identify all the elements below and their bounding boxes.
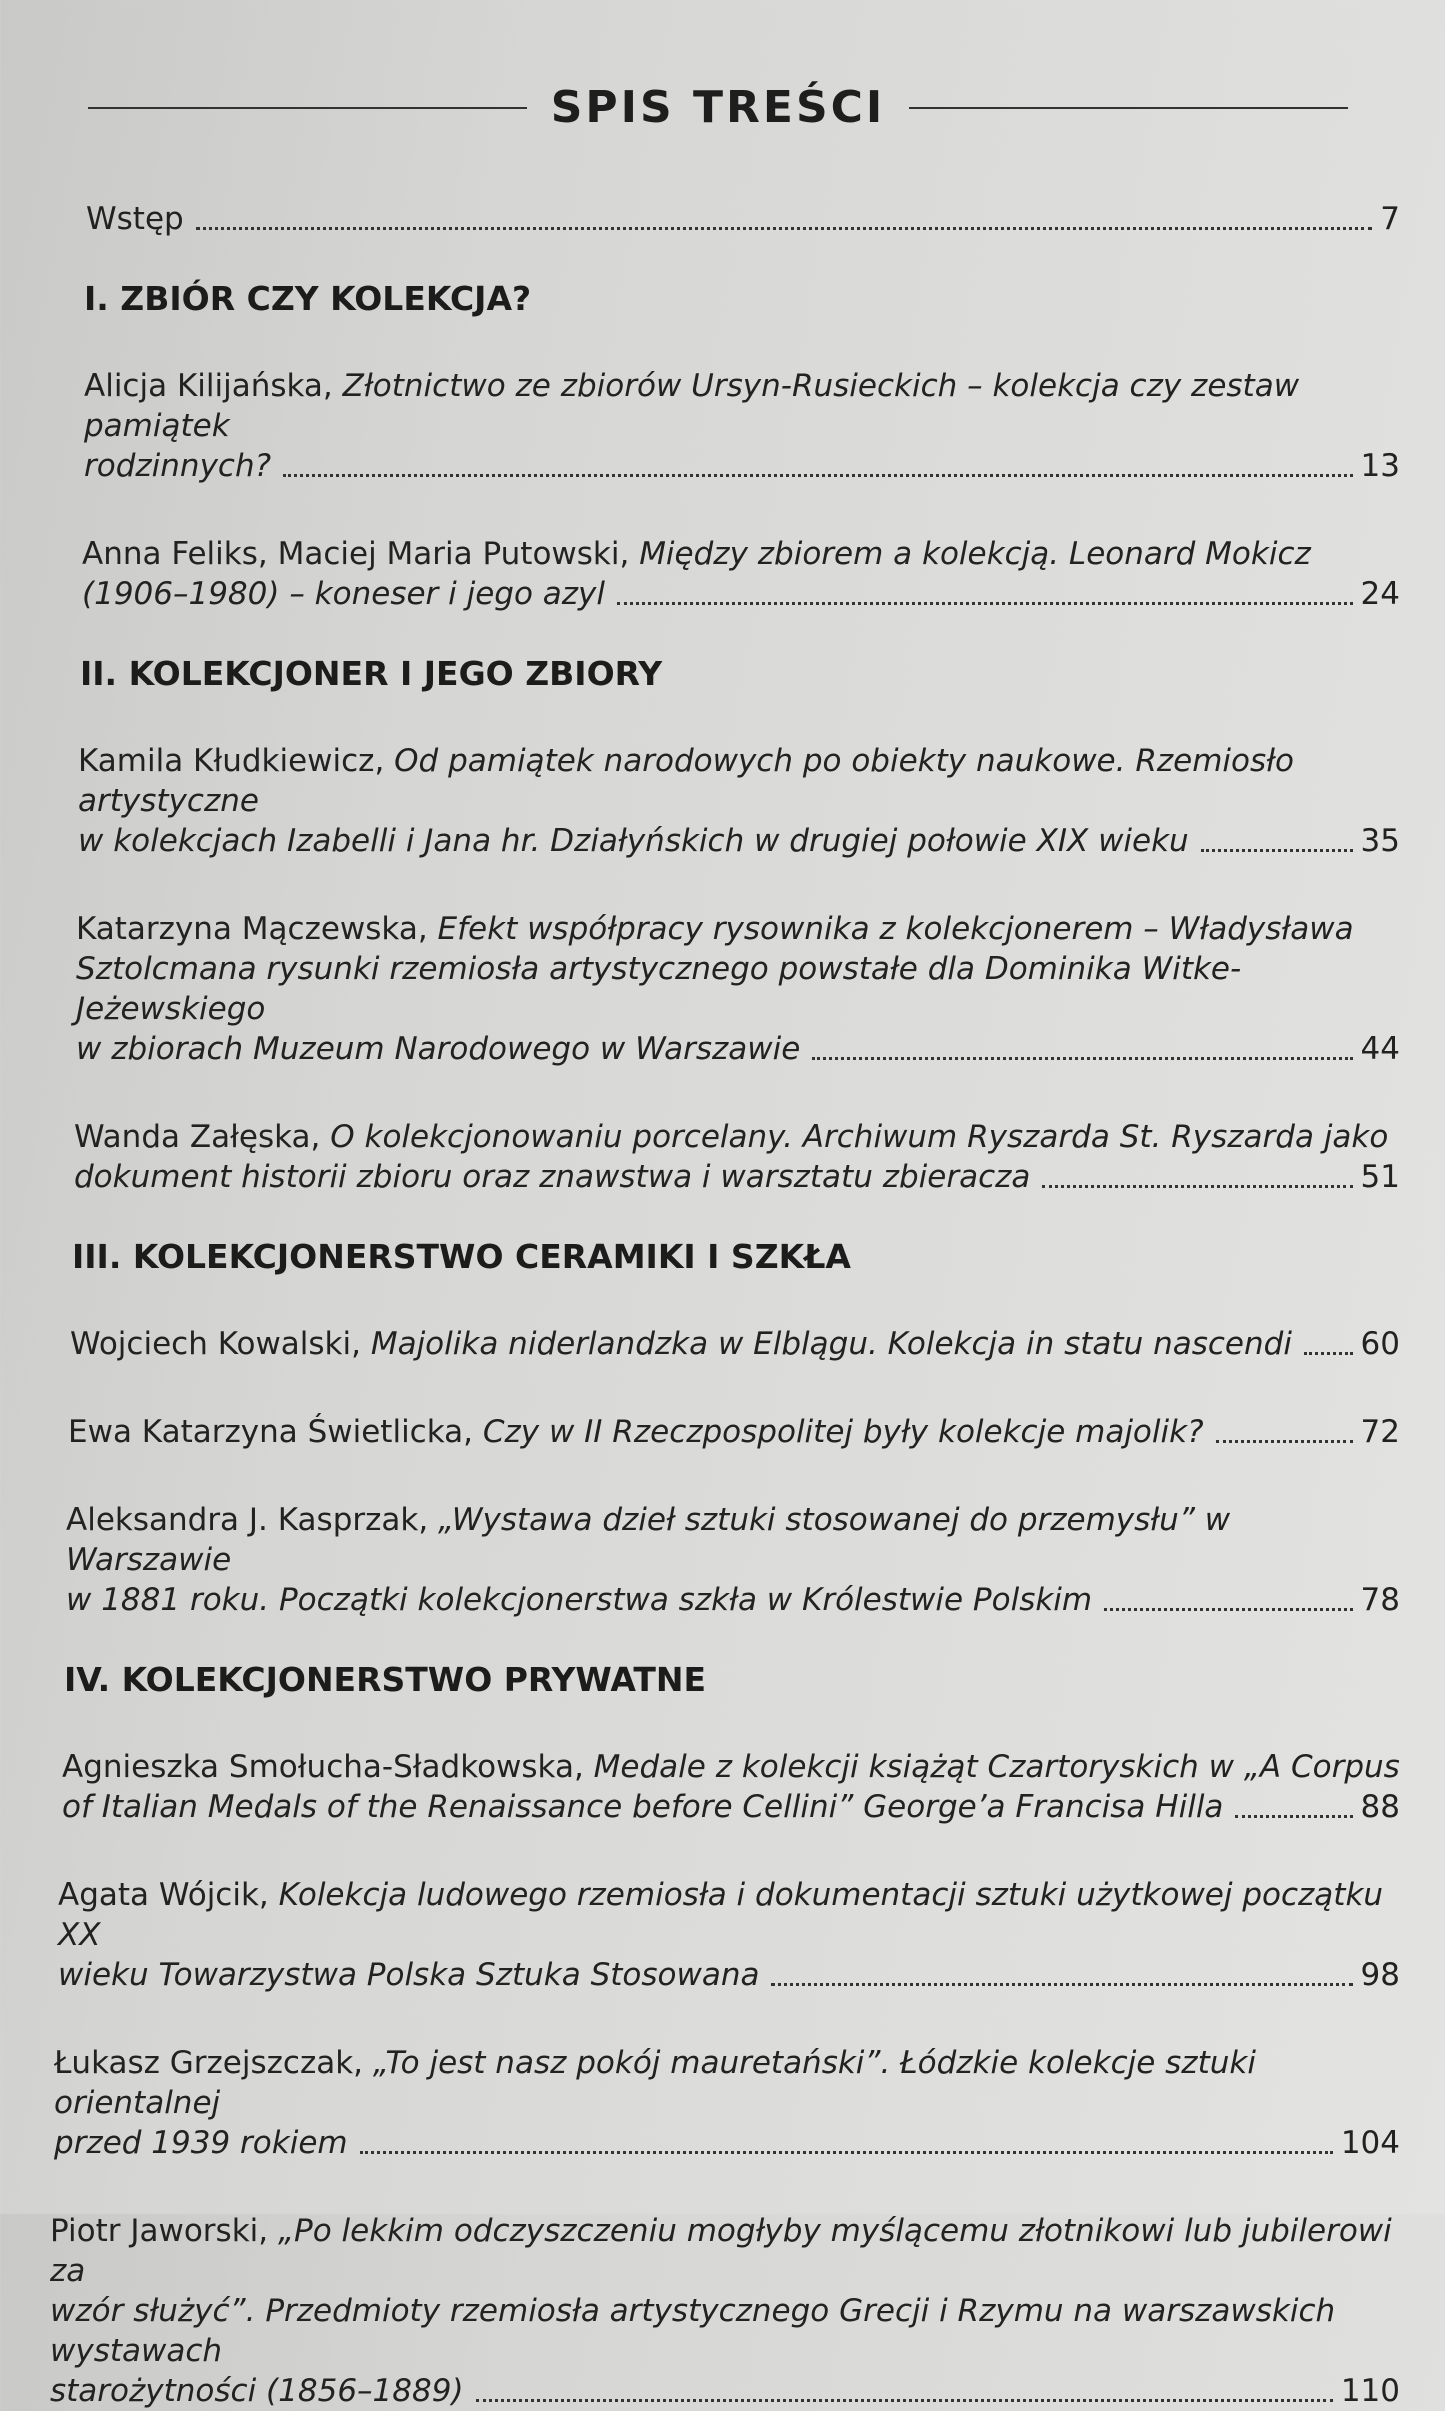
- leader-dots: [1104, 1608, 1352, 1611]
- entry-title: starożytności (1856–1889): [50, 2373, 464, 2409]
- entry-author: Agata Wójcik,: [58, 1877, 279, 1913]
- toc-entry: [84, 366, 1400, 486]
- entry-title: Sztolcmana rysunki rzemiosła artystycznego powstałe dla Dominika Witke-Jeżewskiego: [76, 951, 1242, 1027]
- entry-last-text: [78, 821, 1189, 861]
- entry-last-line: [62, 1787, 1400, 1827]
- entry-author: Agnieszka Smołucha-Sładkowska,: [62, 1749, 594, 1785]
- entry-title: „Po lekkim odczyszczeniu mogłyby myślącemu złotnikowi lub jubilerowi za: [50, 2213, 1392, 2289]
- leader-dots: [1042, 1185, 1352, 1188]
- section-heading: IV. KOLEKCJONERSTWO PRYWATNE: [64, 1660, 706, 1699]
- entry-last-text: [82, 574, 605, 614]
- page-number: 72: [1360, 1414, 1400, 1450]
- entry-title: dokument historii zbioru oraz znawstwa i warsztatu zbieracza: [74, 1159, 1031, 1195]
- entry-title: w 1881 roku. Początki kolekcjonerstwa szkła w Królestwie Polskim: [66, 1582, 1093, 1618]
- entry-last-text: [86, 199, 184, 239]
- entry-title: Złotnictwo ze zbiorów Ursyn-Rusieckich – kolekcja czy zestaw pamiątek: [84, 368, 1300, 444]
- entry-last-text: [76, 1029, 800, 1069]
- entry-last-line: [50, 2371, 1400, 2411]
- entry-title: Kolekcja ludowego rzemiosła i dokumentacji sztuki użytkowej początku XX: [58, 1877, 1384, 1953]
- entry-last-line: [86, 199, 1400, 239]
- entry-author: Katarzyna Mączewska,: [76, 911, 438, 947]
- leader-dots: [283, 474, 1352, 477]
- entry-last-line: [76, 1029, 1400, 1069]
- entry-author: Alicja Kilijańska,: [84, 368, 343, 404]
- entry-line: [54, 2043, 1400, 2123]
- entry-author: Wanda Załęska,: [74, 1119, 331, 1155]
- entry-line: [82, 534, 1400, 574]
- section-heading: III. KOLEKCJONERSTWO CERAMIKI I SZKŁA: [72, 1237, 851, 1276]
- toc-entry: [82, 534, 1400, 614]
- toc-entry: [78, 741, 1400, 861]
- entry-last-text: [62, 1787, 1223, 1827]
- entry-last-line: [66, 1580, 1400, 1620]
- entry-title: (1906–1980) – koneser i jego azyl: [82, 576, 606, 612]
- page-number: 35: [1360, 823, 1400, 859]
- entry-line: [84, 366, 1400, 446]
- leader-dots: [476, 2399, 1333, 2402]
- leader-dots: [360, 2151, 1333, 2154]
- entry-line: [74, 1117, 1400, 1157]
- entry-last-line: [82, 574, 1400, 614]
- entry-last-text: [74, 1157, 1030, 1197]
- toc-entry: [74, 1117, 1400, 1197]
- entry-title: Między zbiorem a kolekcją. Leonard Mokicz: [639, 536, 1311, 572]
- entry-author: Łukasz Grzejszczak,: [54, 2045, 373, 2081]
- entry-line: [76, 909, 1400, 949]
- leader-dots: [1304, 1352, 1353, 1355]
- entry-last-text: [66, 1580, 1092, 1620]
- entry-author: Ewa Katarzyna Świetlicka,: [68, 1414, 483, 1450]
- entry-title: w kolekcjach Izabelli i Jana hr. Działyńskich w drugiej połowie XIX wieku: [78, 823, 1189, 859]
- leader-dots: [1216, 1440, 1353, 1443]
- entry-last-text: [68, 1412, 1204, 1452]
- page-number: 44: [1360, 1031, 1400, 1067]
- entry-title: Medale z kolekcji książąt Czartoryskich w „A Corpus: [593, 1749, 1400, 1785]
- page-number: 110: [1340, 2373, 1400, 2409]
- entry-title: „Wystawa dzieł sztuki stosowanej do przemysłu” w Warszawie: [66, 1502, 1231, 1578]
- entry-title: wzór służyć”. Przedmioty rzemiosła artystycznego Grecji i Rzymu na warszawskich wystawach: [50, 2293, 1336, 2369]
- entry-line: [78, 741, 1400, 821]
- entry-author: Wojciech Kowalski,: [70, 1326, 371, 1362]
- entry-line: [66, 1500, 1400, 1580]
- toc-heading-row: [88, 82, 1348, 133]
- entry-author: Kamila Kłudkiewicz,: [78, 743, 395, 779]
- entry-title: „To jest nasz pokój mauretański”. Łódzkie kolekcje sztuki orientalnej: [54, 2045, 1256, 2121]
- entry-line: [50, 2291, 1400, 2371]
- entry-last-line: [70, 1324, 1400, 1364]
- entry-title: Efekt współpracy rysownika z kolekcjonerem – Władysława: [437, 911, 1354, 947]
- entry-line: [76, 949, 1400, 1029]
- heading-rule-left: [88, 107, 527, 109]
- toc-entry: [50, 2211, 1400, 2411]
- toc-entry: [70, 1324, 1400, 1364]
- page-number: 51: [1360, 1159, 1400, 1195]
- entry-title: przed 1939 rokiem: [54, 2125, 348, 2161]
- leader-dots: [812, 1057, 1352, 1060]
- page-title: SPIS TREŚCI: [550, 82, 886, 133]
- leader-dots: [771, 1983, 1352, 1986]
- entry-line: [62, 1747, 1400, 1787]
- entry-author: Wstęp: [86, 201, 184, 237]
- entry-last-line: [68, 1412, 1400, 1452]
- section-heading: II. KOLEKCJONER I JEGO ZBIORY: [80, 654, 663, 693]
- entry-line: [58, 1875, 1400, 1955]
- entry-title: Czy w II Rzeczpospolitej były kolekcje majolik?: [482, 1414, 1204, 1450]
- heading-rule-right: [909, 107, 1348, 109]
- page-number: 98: [1360, 1957, 1400, 1993]
- entry-title: O kolekcjonowaniu porcelany. Archiwum Ryszarda St. Ryszarda jako: [330, 1119, 1389, 1155]
- leader-dots: [617, 602, 1353, 605]
- table-of-contents: [50, 199, 1400, 2411]
- entry-title: Od pamiątek narodowych po obiekty naukowe. Rzemiosło artystyczne: [78, 743, 1295, 819]
- toc-entry: [54, 2043, 1400, 2163]
- entry-title: rodzinnych?: [84, 448, 272, 484]
- entry-author: Piotr Jaworski,: [50, 2213, 278, 2249]
- page-number: 24: [1360, 576, 1400, 612]
- toc-entry: [76, 909, 1400, 1069]
- entry-title: Majolika niderlandzka w Elblągu. Kolekcja in statu nascendi: [370, 1326, 1292, 1362]
- entry-author: Aleksandra J. Kasprzak,: [66, 1502, 439, 1538]
- entry-last-line: [54, 2123, 1400, 2163]
- page-number: 104: [1340, 2125, 1400, 2161]
- entry-last-text: [54, 2123, 348, 2163]
- entry-last-text: [84, 446, 271, 486]
- entry-last-line: [84, 446, 1400, 486]
- toc-entry: [58, 1875, 1400, 1995]
- page-number: 7: [1380, 201, 1400, 237]
- toc-entry: [66, 1500, 1400, 1620]
- entry-line: [50, 2211, 1400, 2291]
- entry-last-line: [58, 1955, 1400, 1995]
- entry-last-text: [50, 2371, 464, 2411]
- entry-author: Anna Feliks, Maciej Maria Putowski,: [82, 536, 640, 572]
- section-heading: I. ZBIÓR CZY KOLEKCJA?: [84, 279, 532, 318]
- leader-dots: [1235, 1815, 1352, 1818]
- entry-title: w zbiorach Muzeum Narodowego w Warszawie: [76, 1031, 801, 1067]
- entry-last-line: [74, 1157, 1400, 1197]
- page-number: 13: [1360, 448, 1400, 484]
- entry-title: of Italian Medals of the Renaissance before Cellini” George’a Francisa Hilla: [62, 1789, 1224, 1825]
- toc-entry: [62, 1747, 1400, 1827]
- leader-dots: [196, 227, 1373, 230]
- toc-entry: [68, 1412, 1400, 1452]
- entry-title: wieku Towarzystwa Polska Sztuka Stosowana: [58, 1957, 760, 1993]
- entry-last-text: [70, 1324, 1292, 1364]
- entry-last-text: [58, 1955, 759, 1995]
- page-number: 88: [1360, 1789, 1400, 1825]
- leader-dots: [1201, 849, 1353, 852]
- page-number: 78: [1360, 1582, 1400, 1618]
- page-number: 60: [1360, 1326, 1400, 1362]
- toc-entry: [86, 199, 1400, 239]
- entry-last-line: [78, 821, 1400, 861]
